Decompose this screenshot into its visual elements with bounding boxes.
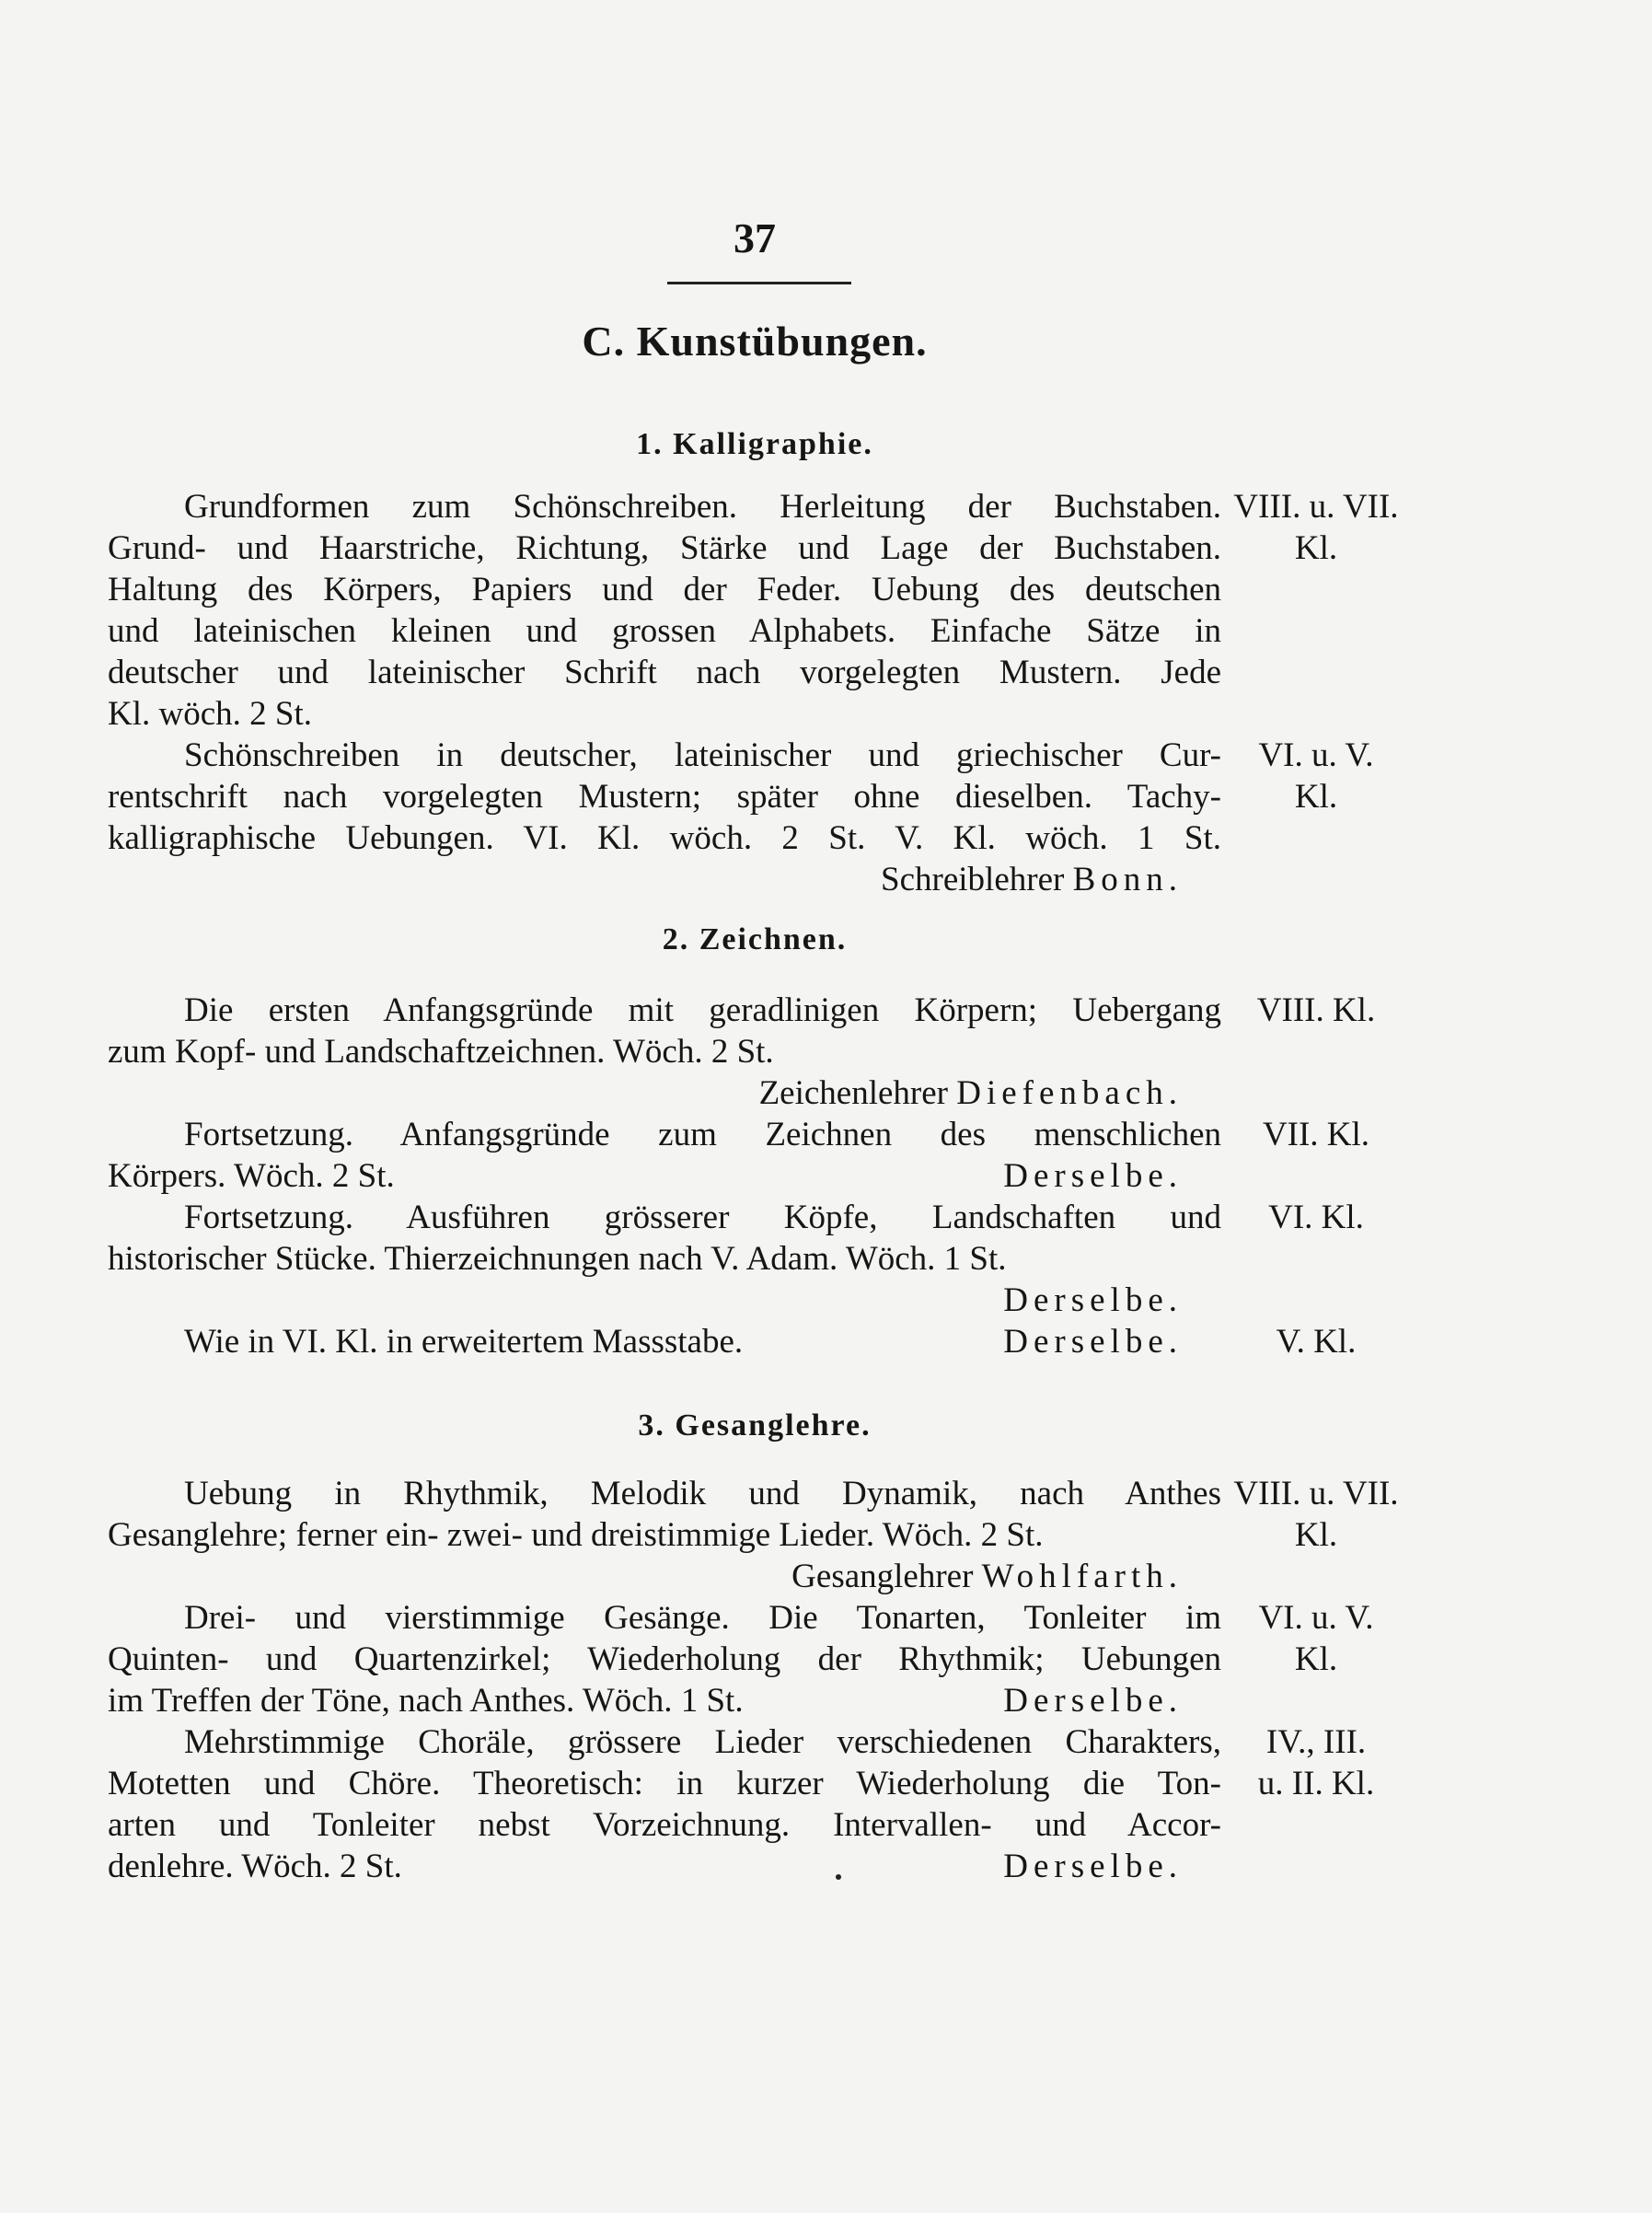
teacher-line	[460, 1682, 1183, 1721]
text-line: rentschrift nach vorgelegten Mustern; später ohne dieselben. Tachy-	[108, 778, 1221, 816]
subsection-heading-zeichnen: 2. Zeichnen.	[662, 922, 848, 956]
text-line: Wie in VI. Kl. in erweitertem Massstabe.	[184, 1323, 744, 1361]
text-line: Quinten- und Quartenzirkel; Wiederholung der Rhythmik; Uebungen	[108, 1640, 1221, 1678]
text-line: Die ersten Anfangsgründe mit geradlinigen Körpern; Uebergang	[184, 991, 1221, 1029]
class-label: VIII. u. VII.	[1233, 488, 1399, 526]
section-title: C. Kunstübungen.	[582, 318, 928, 365]
class-label: V. Kl.	[1276, 1323, 1357, 1361]
teacher-name: Derselbe.	[1003, 1281, 1183, 1319]
text-line: Kl. wöch. 2 St.	[108, 695, 312, 733]
teacher-line	[460, 861, 1183, 899]
teacher-name: Diefenbach.	[956, 1074, 1183, 1112]
text-line: Mehrstimmige Choräle, grössere Lieder verschiedenen Charakters,	[184, 1723, 1221, 1761]
teacher-prefix: Zeichenlehrer	[758, 1074, 948, 1112]
text-line: Haltung des Körpers, Papiers und der Feder. Uebung des deutschen	[108, 571, 1221, 608]
text-line: Grund- und Haarstriche, Richtung, Stärke und Lage der Buchstaben.	[108, 529, 1221, 567]
ink-dot	[836, 1874, 841, 1880]
text-line: denlehre. Wöch. 2 St.	[108, 1848, 402, 1885]
text-line: zum Kopf- und Landschaftzeichnen. Wöch. 2 St.	[108, 1033, 774, 1071]
teacher-name: Wohlfarth.	[981, 1558, 1183, 1595]
text-line: und lateinischen kleinen und grossen Alphabets. Einfache Sätze in	[108, 612, 1221, 650]
text-line: Fortsetzung. Ausführen grösserer Köpfe, Landschaften und	[184, 1199, 1221, 1236]
text-line: Körpers. Wöch. 2 St.	[108, 1157, 395, 1195]
teacher-prefix: Gesanglehrer	[791, 1558, 974, 1595]
teacher-line	[460, 1074, 1183, 1113]
subsection-heading-gesanglehre: 3. Gesanglehre.	[638, 1408, 872, 1443]
page-number: 37	[734, 214, 776, 261]
class-label: Kl.	[1294, 1516, 1338, 1554]
text-line: Gesanglehre; ferner ein- zwei- und dreistimmige Lieder. Wöch. 2 St.	[108, 1516, 1044, 1554]
class-label: VII. Kl.	[1262, 1116, 1370, 1153]
class-label: Kl.	[1294, 1640, 1338, 1678]
teacher-name: Derselbe.	[1003, 1848, 1183, 1885]
teacher-line	[460, 1848, 1183, 1886]
text-line: historischer Stücke. Thierzeichnungen nach V. Adam. Wöch. 1 St.	[108, 1240, 1007, 1278]
class-label: Kl.	[1294, 778, 1338, 816]
page-number-rule	[667, 282, 851, 284]
teacher-line	[460, 1323, 1183, 1361]
teacher-line	[460, 1558, 1183, 1596]
class-label: VIII. Kl.	[1256, 991, 1376, 1029]
text-line: deutscher und lateinischer Schrift nach vorgelegten Mustern. Jede	[108, 654, 1221, 691]
teacher-prefix: Schreiblehrer	[881, 861, 1065, 898]
text-line: Uebung in Rhythmik, Melodik und Dynamik, nach Anthes	[184, 1475, 1221, 1512]
text-line: Motetten und Chöre. Theoretisch: in kurzer Wiederholung die Ton-	[108, 1765, 1221, 1802]
teacher-name: Derselbe.	[1003, 1682, 1183, 1720]
class-label: u. II. Kl.	[1257, 1765, 1375, 1802]
text-line: Grundformen zum Schönschreiben. Herleitung der Buchstaben.	[184, 488, 1221, 526]
class-label: VIII. u. VII.	[1233, 1475, 1399, 1512]
text-line: arten und Tonleiter nebst Vorzeichnung. Intervallen- und Accor-	[108, 1806, 1221, 1844]
teacher-line	[460, 1157, 1183, 1196]
text-line: kalligraphische Uebungen. VI. Kl. wöch. 2 St. V. Kl. wöch. 1 St.	[108, 819, 1221, 857]
teacher-line	[460, 1281, 1183, 1320]
class-label: VI. u. V.	[1258, 1599, 1374, 1637]
teacher-name: Derselbe.	[1003, 1157, 1183, 1195]
class-label: Kl.	[1294, 529, 1338, 567]
teacher-name: Bonn.	[1072, 861, 1183, 898]
text-line: im Treffen der Töne, nach Anthes. Wöch. 1 St.	[108, 1682, 744, 1720]
class-label: IV., III.	[1265, 1723, 1367, 1761]
class-label: VI. u. V.	[1258, 736, 1374, 774]
subsection-heading-kalligraphie: 1. Kalligraphie.	[636, 427, 873, 461]
text-line: Drei- und vierstimmige Gesänge. Die Tonarten, Tonleiter im	[184, 1599, 1221, 1637]
text-line: Fortsetzung. Anfangsgründe zum Zeichnen des menschlichen	[184, 1116, 1221, 1153]
text-line: Schönschreiben in deutscher, lateinischer und griechischer Cur-	[184, 736, 1221, 774]
class-label: VI. Kl.	[1268, 1199, 1364, 1236]
teacher-name: Derselbe.	[1003, 1323, 1183, 1361]
